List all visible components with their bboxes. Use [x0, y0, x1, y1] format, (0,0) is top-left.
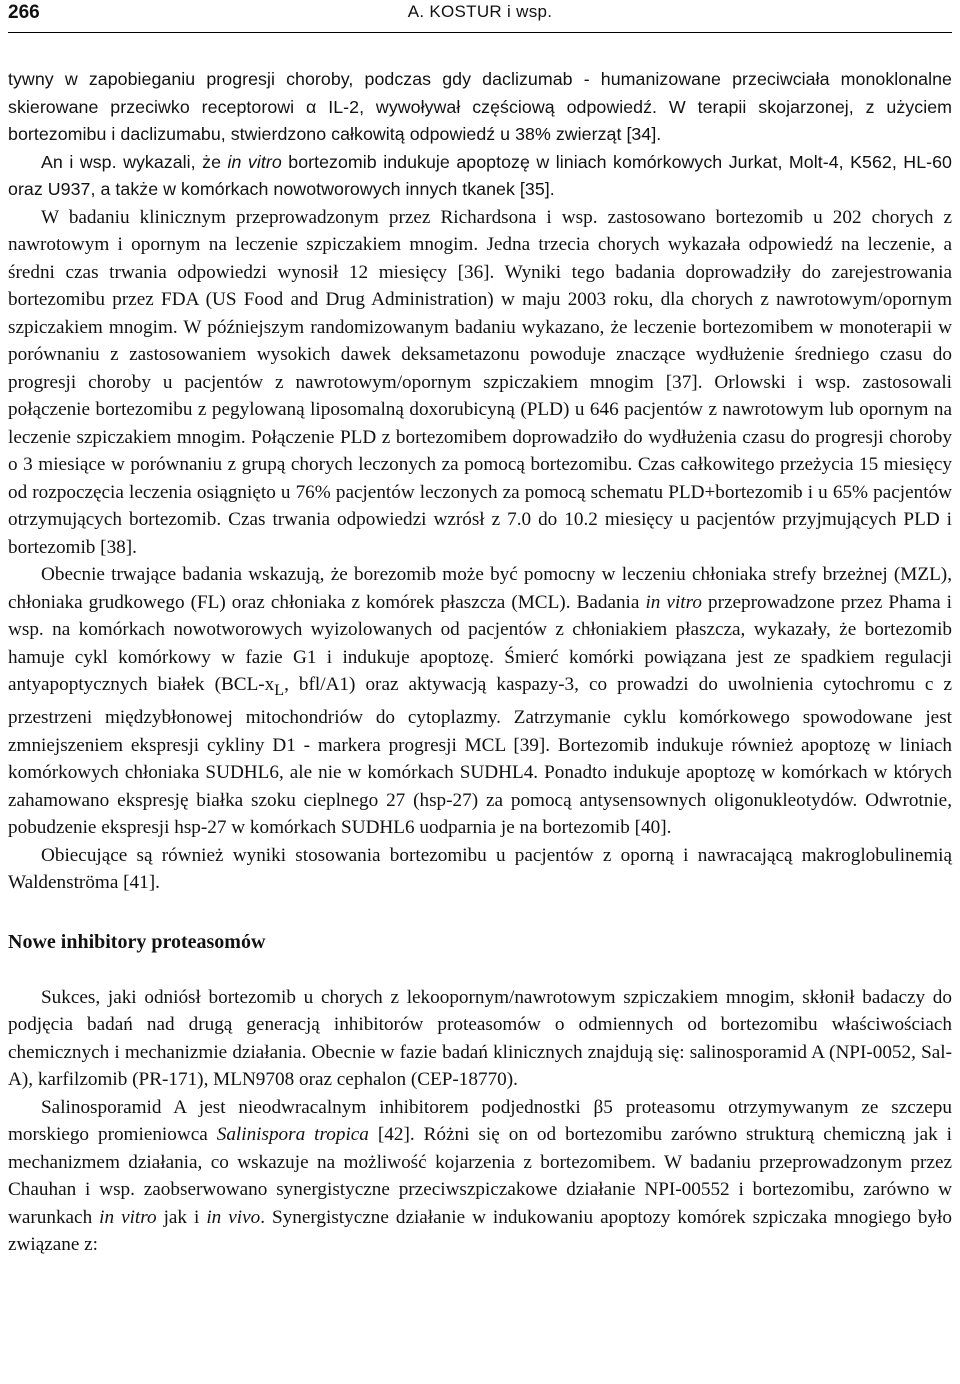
- page-header: [8, 0, 952, 33]
- paragraph: An i wsp. wykazali, że in vitro bortezomib indukuje apoptozę w liniach komórkowych Jurkat, Molt-4, K562, HL-60 oraz U937, a także w komórkach nowotworowych innych tkanek [35].: [8, 151, 952, 199]
- section-paragraphs: [8, 984, 952, 1259]
- paragraph: W badaniu klinicznym przeprowadzonym przez Richardsona i wsp. zastosowano bortezomib u 202 chorych z nawrotowym i opornym na leczenie szpiczakiem mnogim. Jedna trzecia chorych wykazała odpowiedź na leczenie, a średni czas trwania odpowiedzi wynosił 12 miesięcy [36]. Wyniki tego badania doprowadziły do zarejestrowania bortezomibu przez FDA (US Food and Drug Administration) w maju 2003 roku, dla chorych z nawrotowym/opornym szpiczakiem mnogim. W późniejszym randomizowanym badaniu wykazano, że leczenie bortezomibem w monoterapii w porównaniu z zastosowaniem wysokich dawek deksametazonu powoduje znaczące wydłużenie średniego czasu do progresji choroby u pacjentów z nawrotowym/opornym szpiczakiem mnogim [37]. Orlowski i wsp. zastosowali połączenie bortezomibu z pegylowaną liposomalną doxorubicyną (PLD) u 646 pacjentów z nawrotowym lub opornym na leczenie szpiczakiem mnogim. Połączenie PLD z bortezomibem doprowadziło do wydłużenia czasu do progresji choroby o 3 miesiące w porównaniu z grupą chorych leczonych za pomocą bortezomibu. Czas całkowitego przeżycia 15 miesięcy od rozpoczęcia leczenia osiągnięto u 76% pacjentów leczonych za pomocą schematu PLD+bortezomib i u 65% pacjentów otrzymujących bortezomib. Czas trwania odpowiedzi wzrósł z 7.0 do 10.2 miesięcy u pacjentów przyjmujących PLD i bortezomib [38].: [8, 206, 952, 558]
- paragraph: Obiecujące są również wyniki stosowania bortezomibu u pacjentów z oporną i nawracającą makroglobulinemią Waldenströma [41].: [8, 844, 952, 894]
- paragraph: Salinosporamid A jest nieodwracalnym inhibitorem podjednostki β5 proteasomu otrzymywanym ze szczepu morskiego promieniowca Salinispora tropica [42]. Różni się on od bortezomibu zarówno strukturą chemiczną jak i mechanizmem działania, co wskazuje na możliwość kojarzenia z bortezomibem. W badaniu przeprowadzonym przez Chauhan i wsp. zaobserwowano synergistyczne przeciwszpiczakowe działanie NPI-00552 i bortezomibu, zarówno w warunkach in vitro jak i in vivo. Synergistyczne działanie w indukowaniu apoptozy komórek szpiczaka mnogiego było związane z:: [8, 1096, 952, 1256]
- page-number: 266: [8, 2, 40, 23]
- paragraph: Obecnie trwające badania wskazują, że borezomib może być pomocny w leczeniu chłoniaka strefy brzeżnej (MZL), chłoniaka grudkowego (FL) oraz chłoniaka z komórek płaszcza (MCL). Badania in vitro przeprowadzone przez Phama i wsp. na komórkach nowotworowych wyizolowanych od pacjentów z chłoniakiem płaszcza, wykazały, że bortezomib hamuje cykl komórkowy w fazie G1 i indukuje apoptozę. Śmierć komórki powiązana jest ze spadkiem regulacji antyapoptycznych białek ($BCL-x_L$, bfl/A1) oraz aktywacją kaspazy-3, co prowadzi do uwolnienia cytochromu c z przestrzeni międzybłonowej mitochondriów do cytoplazmy. Zatrzymanie cyklu komórkowego spowodowane jest zmniejszeniem ekspresji cykliny D1 - markera progresji MCL [39]. Bortezomib indukuje również apoptozę w liniach komórkowych chłoniaka SUDHL6, ale nie w komórkach SUDHL4. Ponadto indukuje apoptozę w komórkach w których zahamowano ekspresję białka szoku cieplnego 27 (hsp-27) za pomocą antysensownych oligonukleotydów. Odwrotnie, pobudzenie ekspresji hsp-27 w komórkach SUDHL6 uodparnia je na bortezomib [40].: [8, 564, 952, 839]
- paragraph: Sukces, jaki odniósł bortezomib u chorych z lekoopornym/nawrotowym szpiczakiem mnogim, skłonił badaczy do podjęcia badań nad drugą generacją inhibitorów proteasomów o odmiennych od bortezomibu właściwościach chemicznych i mechanizmie działania. Obecnie w fazie badań klinicznych znajdują się: salinosporamid A (NPI-0052, Sal-A), karfilzomib (PR-171), MLN9708 oraz cephalon (CEP-18770).: [8, 986, 952, 1091]
- body-paragraphs: [8, 66, 952, 897]
- running-head: A. KOSTUR i wsp.: [407, 2, 553, 21]
- paragraph: tywny w zapobieganiu progresji choroby, podczas gdy daclizumab - humanizowane przeciwciała monoklonalne skierowane przeciwko receptorowi α IL-2, wywoływał częściową odpowiedź. W terapii skojarzonej, z użyciem bortezomibu i daclizumabu, stwierdzono całkowitą odpowiedź u 38% zwierząt [34].: [8, 69, 952, 144]
- section-heading: Nowe inhibitory proteasomów: [8, 930, 266, 953]
- article-body: [8, 66, 952, 1259]
